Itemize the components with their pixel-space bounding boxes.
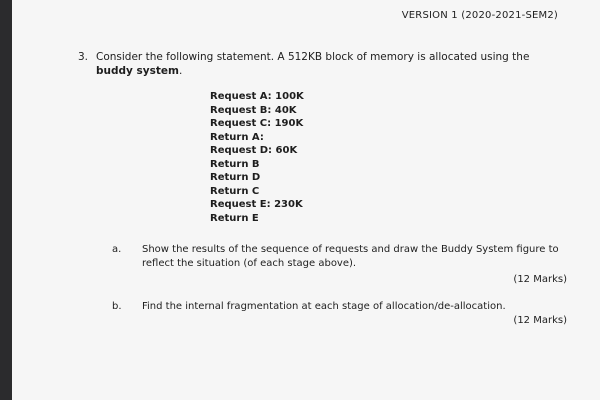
operation-item: Request E: 230K <box>210 199 303 210</box>
part-b-label: b. <box>112 301 122 312</box>
operation-item: Request D: 60K <box>210 145 298 156</box>
operation-item: Request A: 100K <box>210 91 304 102</box>
exam-page <box>12 0 600 400</box>
version-header: VERSION 1 (2020-2021-SEM2) <box>401 10 558 21</box>
operation-item: Return B <box>210 158 260 170</box>
operation-item: Request C: 190K <box>210 118 304 129</box>
question-text-before: Consider the following statement. A 512KB block of memory is allocated using the <box>96 51 530 63</box>
question-3 <box>78 50 568 78</box>
part-b-text: Find the internal fragmentation at each stage of allocation/de-allocation. <box>142 301 506 312</box>
question-text-bold: buddy system <box>96 65 179 77</box>
part-a-text: Show the results of the sequence of requests and draw the Buddy System figure to reflect the situation (of each stage above). <box>142 244 559 269</box>
operation-item: Return D <box>210 172 261 183</box>
operation-list <box>210 90 304 225</box>
operation-item: Return E <box>210 212 259 224</box>
operation-item: Return C <box>210 185 260 197</box>
part-a-marks: (12 Marks) <box>513 274 567 285</box>
part-b-marks: (12 Marks) <box>513 314 567 326</box>
operation-item: Return A: <box>210 131 264 143</box>
part-b <box>112 300 567 327</box>
part-a-label: a. <box>112 244 122 255</box>
operation-item: Request B: 40K <box>210 104 297 116</box>
question-statement <box>96 50 568 78</box>
question-number: 3. <box>78 51 89 63</box>
question-text-after: . <box>178 65 183 77</box>
part-a <box>112 243 567 287</box>
